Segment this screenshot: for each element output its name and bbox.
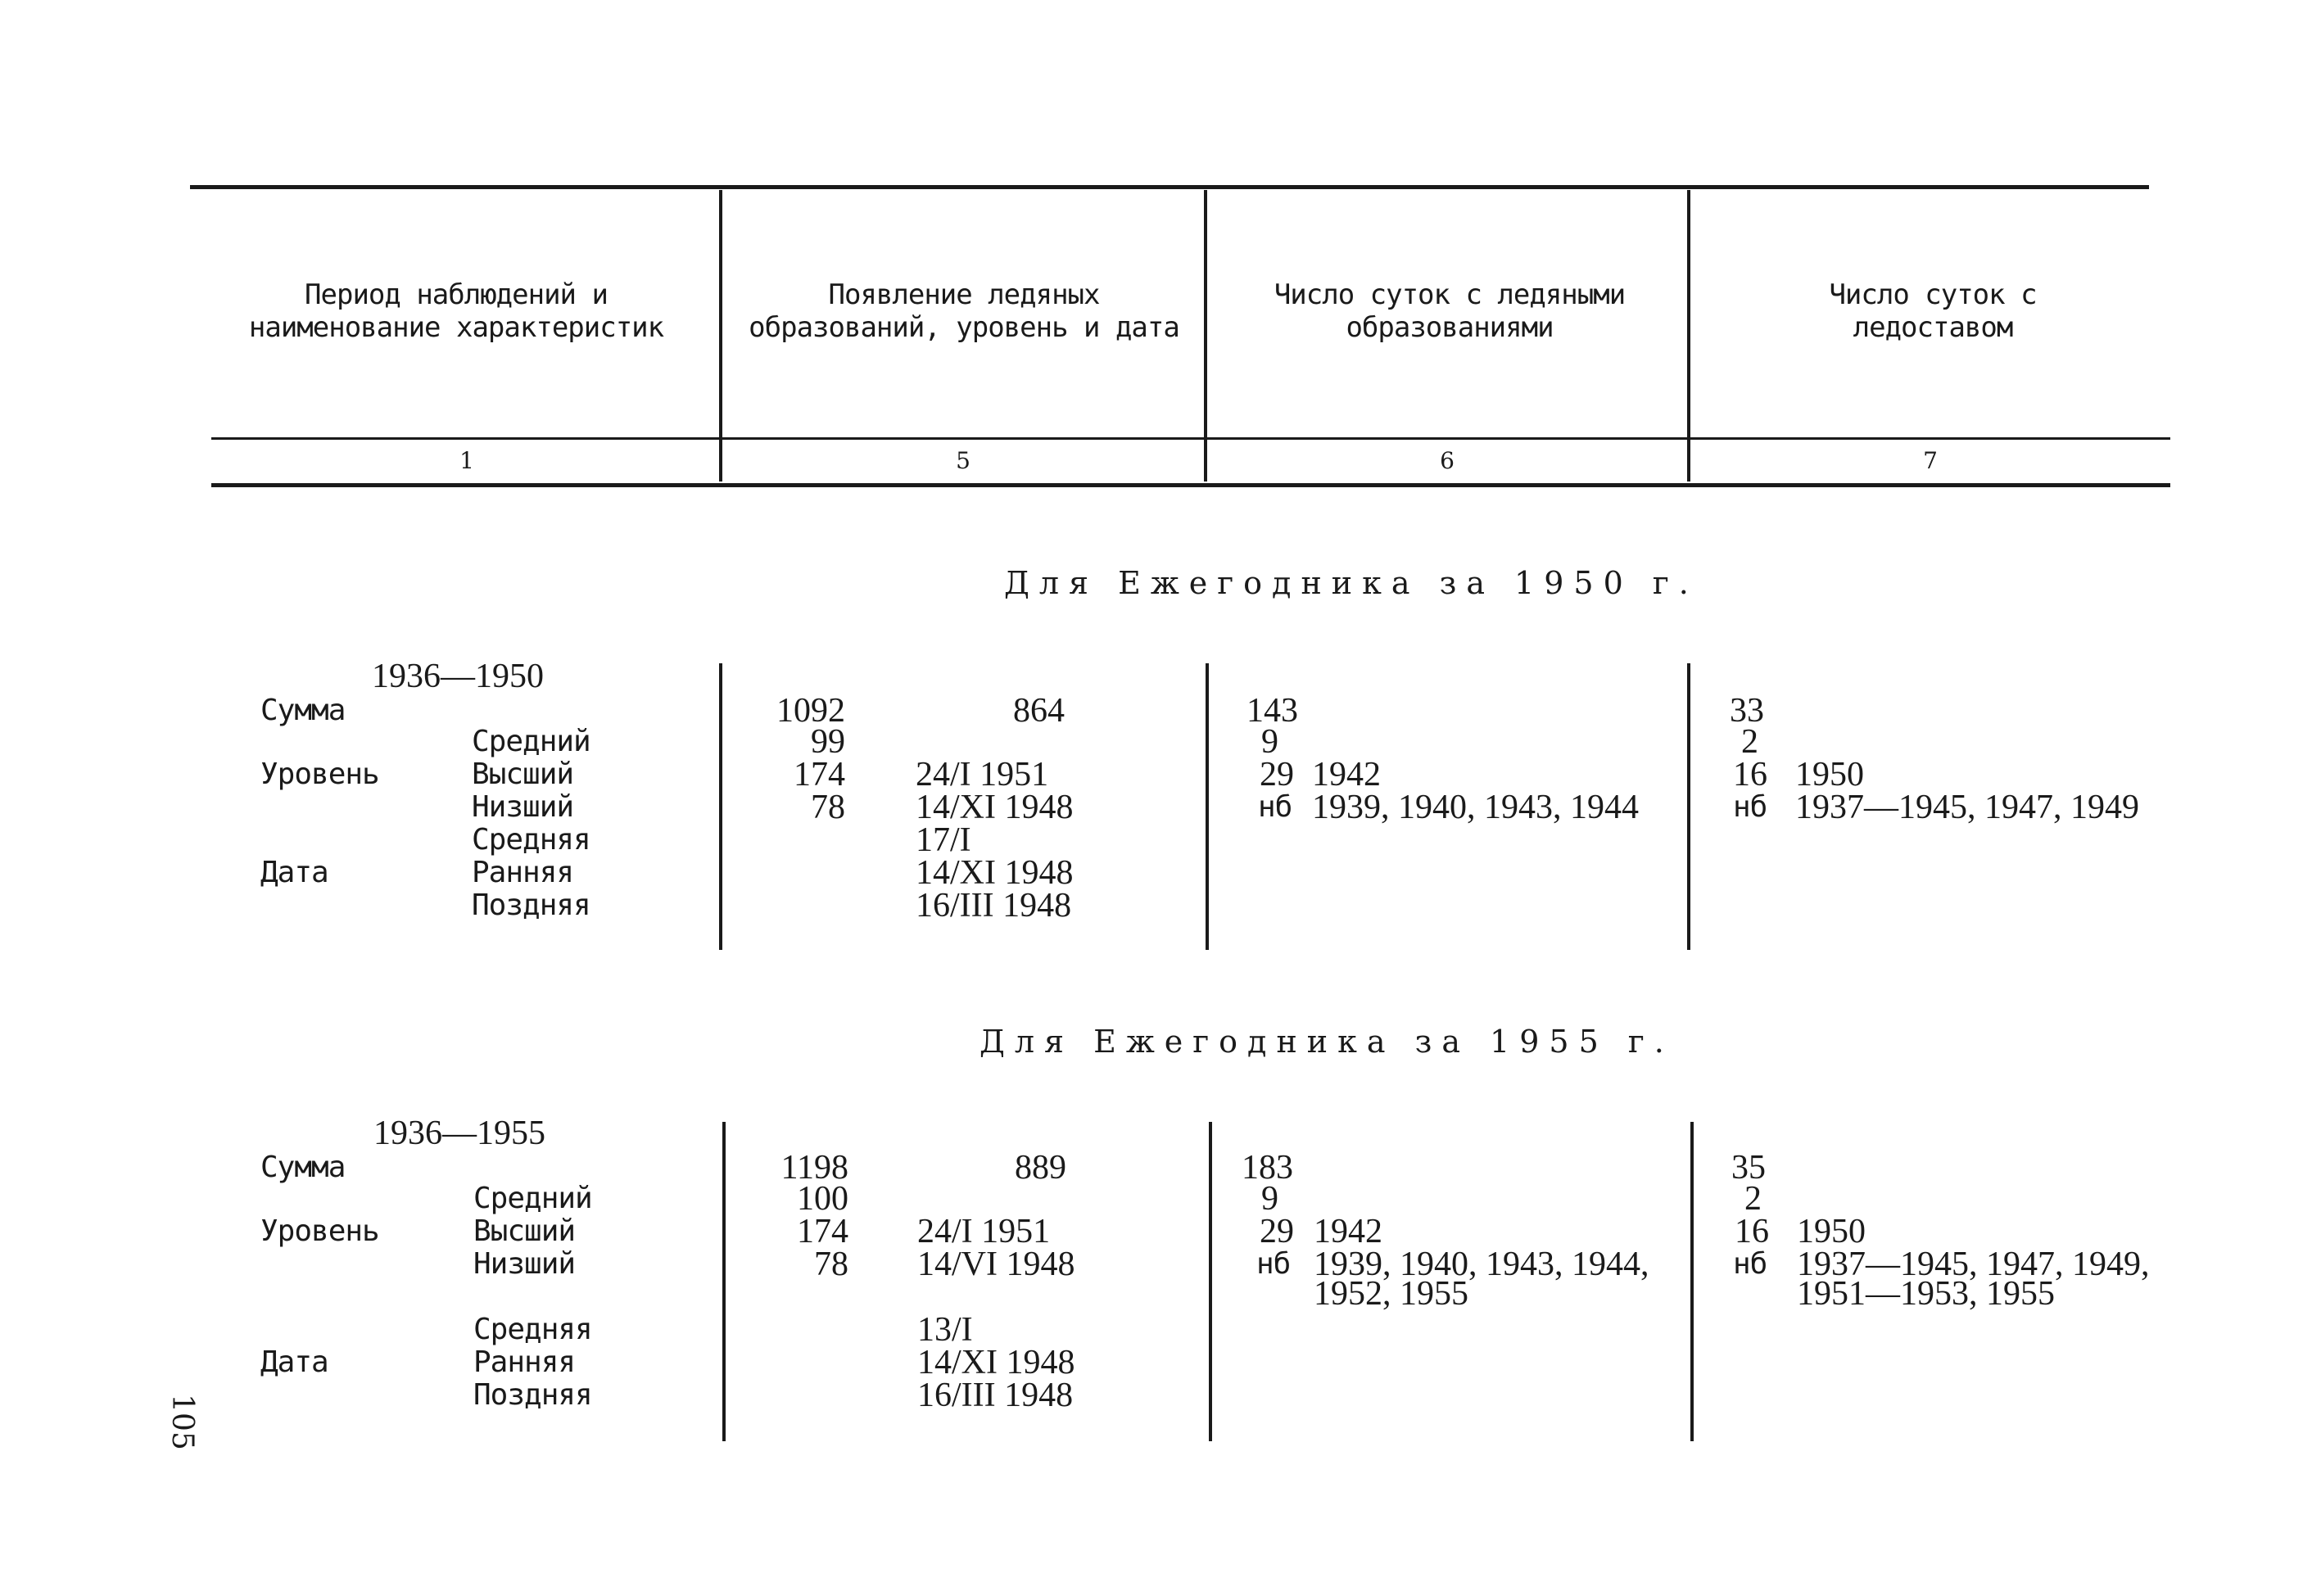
section2-col6-sum: 183 <box>1242 1149 1293 1187</box>
section1-col6-sum: 143 <box>1246 692 1298 730</box>
section1-label-vysshiy: Высший <box>472 757 574 791</box>
section1-label-sredniy: Средний <box>472 725 590 758</box>
section1-col6-high-val: 29 <box>1260 756 1294 793</box>
section2-label-sredniy: Средний <box>473 1182 592 1215</box>
header-divider-3 <box>1687 190 1690 482</box>
section2-col5-low-level: 78 <box>814 1246 848 1283</box>
section2-col6-low-years-cont: 1952, 1955 <box>1314 1275 1468 1313</box>
page-number: 105 <box>165 1394 199 1450</box>
section2-col7-avg: 2 <box>1744 1180 1762 1218</box>
section1-divider-3 <box>1687 663 1690 950</box>
section2-label-data: Дата <box>260 1345 328 1379</box>
section1-label-uroven: Уровень <box>260 757 379 791</box>
section2-col6-low-years: 1939, 1940, 1943, 1944, <box>1314 1246 1649 1283</box>
header-col6: Число суток с ледяными образованиями <box>1274 278 1626 344</box>
section1-label-pozdnyaya: Поздняя <box>472 888 590 922</box>
section1-col6-low-val: нб <box>1258 790 1292 824</box>
section1-col5-low-date: 14/XI 1948 <box>916 789 1074 826</box>
section1-col5-low-level: 78 <box>811 789 845 826</box>
section2-label-uroven: Уровень <box>260 1214 379 1248</box>
section1-col5-early-date: 14/XI 1948 <box>916 854 1074 892</box>
section2-col6-low-val: нб <box>1256 1247 1291 1281</box>
section1-period: 1936—1950 <box>372 658 544 695</box>
section2-col5-avg-level: 100 <box>797 1180 848 1218</box>
section1-col5-late-date: 16/III 1948 <box>916 887 1072 925</box>
section1-label-srednyaya: Средняя <box>472 823 590 857</box>
section1-col5-high-level: 174 <box>794 756 845 793</box>
section1-col6-high-year: 1942 <box>1312 756 1381 793</box>
section2-col6-avg: 9 <box>1261 1180 1278 1218</box>
section2-label-summa: Сумма <box>260 1151 346 1184</box>
section1-label-summa: Сумма <box>260 694 346 727</box>
section2-col7-high-year: 1950 <box>1797 1213 1866 1250</box>
header-bottom-rule <box>211 483 2170 487</box>
header-divider-2 <box>1204 190 1207 482</box>
section1-col6-avg: 9 <box>1261 723 1278 761</box>
section1-divider-2 <box>1206 663 1209 950</box>
section1-col5-high-date: 24/I 1951 <box>916 756 1049 793</box>
section1-col5-sum-date: 864 <box>1013 692 1065 730</box>
header-col1: Период наблюдений и наименование характеристик <box>248 278 664 344</box>
section2-col5-avg-date: 13/I <box>917 1311 973 1349</box>
section2-divider-2 <box>1209 1122 1212 1441</box>
section1-col7-high-year: 1950 <box>1795 756 1864 793</box>
section2-col7-low-years: 1937—1945, 1947, 1949, <box>1797 1246 2150 1283</box>
section2-divider-3 <box>1690 1122 1694 1441</box>
section2-caption: Для Ежегодника за 1955 г. <box>980 1024 1674 1060</box>
section2-divider-1 <box>722 1122 726 1441</box>
section1-col5-avg-date: 17/I <box>916 821 971 859</box>
section2-col7-sum: 35 <box>1731 1149 1766 1187</box>
section2-period: 1936—1955 <box>373 1114 545 1152</box>
section2-label-srednyaya: Средняя <box>473 1313 592 1346</box>
header-top-rule <box>190 185 2149 189</box>
section2-col5-high-level: 174 <box>797 1213 848 1250</box>
section1-label-rannyaya: Ранняя <box>472 856 574 889</box>
section1-label-nizshiy: Низший <box>472 790 574 824</box>
col-number-1: 1 <box>459 447 474 474</box>
section2-col7-low-val: нб <box>1733 1247 1767 1281</box>
header-divider-1 <box>719 190 722 482</box>
section1-col7-high-val: 16 <box>1733 756 1767 793</box>
header-col5: Появление ледяных образований, уровень и дата <box>749 278 1179 344</box>
section2-col5-sum-date: 889 <box>1015 1149 1066 1187</box>
header-mid-rule <box>211 437 2170 440</box>
section1-label-data: Дата <box>260 856 328 889</box>
section2-label-rannyaya: Ранняя <box>473 1345 576 1379</box>
section1-col7-sum: 33 <box>1730 692 1764 730</box>
section2-label-nizshiy: Низший <box>473 1247 576 1281</box>
section1-col5-avg-level: 99 <box>811 723 845 761</box>
col-number-7: 7 <box>1923 447 1938 474</box>
section2-col5-early-date: 14/XI 1948 <box>917 1344 1075 1381</box>
section1-col7-avg: 2 <box>1741 723 1758 761</box>
section1-caption: Для Ежегодника за 1950 г. <box>1004 565 1699 601</box>
section2-col5-sum-level: 1198 <box>780 1149 848 1187</box>
col-number-5: 5 <box>956 447 970 474</box>
section1-divider-1 <box>719 663 722 950</box>
header-col7: Число суток с ледоставом <box>1829 278 2037 344</box>
section2-col5-late-date: 16/III 1948 <box>917 1377 1074 1414</box>
section2-label-pozdnyaya: Поздняя <box>473 1378 592 1412</box>
section1-col7-low-years: 1937—1945, 1947, 1949 <box>1795 789 2139 826</box>
section2-col6-high-year: 1942 <box>1314 1213 1382 1250</box>
section1-col6-low-years: 1939, 1940, 1943, 1944 <box>1312 789 1639 826</box>
section2-col5-high-date: 24/I 1951 <box>917 1213 1051 1250</box>
col-number-6: 6 <box>1440 447 1455 474</box>
section2-label-vysshiy: Высший <box>473 1214 576 1248</box>
section1-col7-low-val: нб <box>1733 790 1767 824</box>
section2-col6-high-val: 29 <box>1260 1213 1294 1250</box>
section2-col7-low-years-cont: 1951—1953, 1955 <box>1797 1275 2055 1313</box>
section2-col7-high-val: 16 <box>1735 1213 1769 1250</box>
section1-col5-sum-level: 1092 <box>776 692 845 730</box>
section2-col5-low-date: 14/VI 1948 <box>917 1246 1075 1283</box>
